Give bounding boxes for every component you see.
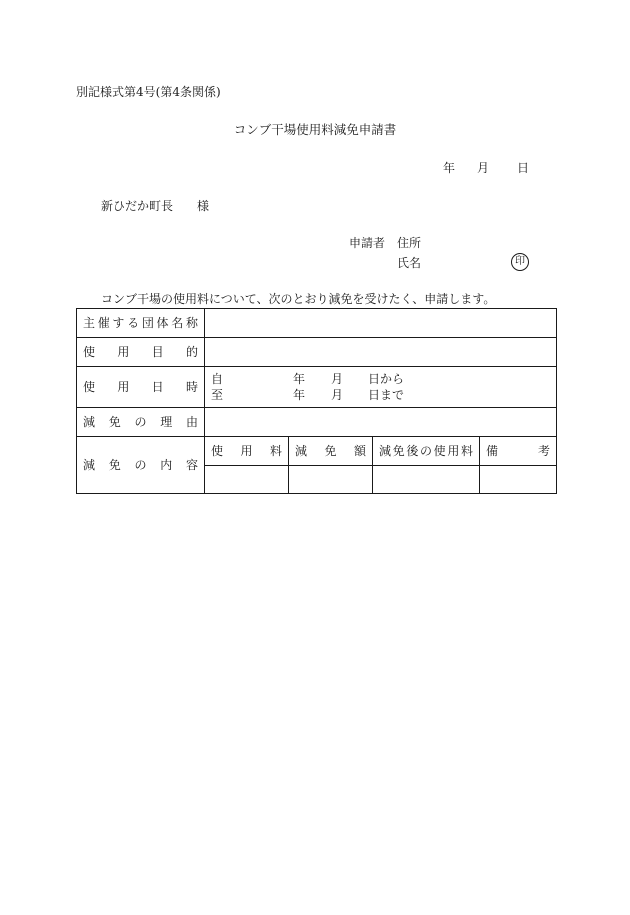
document-title: コンブ干場使用料減免申請書 (233, 122, 397, 137)
purpose-row (77, 338, 557, 367)
to-prefix: 至 (211, 388, 224, 402)
from-month-label: 月 (331, 372, 344, 386)
organizer-field[interactable] (205, 309, 557, 338)
name-label: 氏名 (397, 256, 422, 270)
content-label: 減免の内容 (77, 437, 205, 494)
from-prefix: 自 (211, 372, 224, 386)
period-from (211, 371, 550, 387)
intro-text: コンブ干場の使用料について、次のとおり減免を受けたく、申請します。 (101, 292, 496, 306)
to-day-label: 日まで (368, 388, 405, 402)
fee-after-reduction-field[interactable] (373, 466, 480, 494)
datetime-field[interactable] (205, 367, 557, 408)
application-form-table (76, 308, 557, 494)
date-year-label: 年 (443, 161, 456, 175)
purpose-field[interactable] (205, 338, 557, 367)
date-day-label: 日 (517, 161, 530, 175)
reduction-amount-header: 減免額 (289, 437, 373, 466)
fee-after-reduction-header: 減免後の使用料 (373, 437, 480, 466)
organizer-label: 主催する団体名称 (77, 309, 205, 338)
to-year-label: 年 (293, 388, 306, 402)
fee-header: 使用料 (205, 437, 289, 466)
reason-label: 減免の理由 (77, 408, 205, 437)
datetime-row (77, 367, 557, 408)
to-month-label: 月 (331, 388, 344, 402)
content-header-row (77, 437, 557, 466)
from-year-label: 年 (293, 372, 306, 386)
remarks-field[interactable] (480, 466, 557, 494)
reduction-amount-field[interactable] (289, 466, 373, 494)
date-line (443, 161, 529, 175)
remarks-header: 備考 (480, 437, 557, 466)
applicant-label: 申請者 (349, 236, 386, 250)
form-number: 別記様式第4号(第4条関係) (76, 85, 221, 99)
datetime-label: 使用日時 (77, 367, 205, 408)
reason-field[interactable] (205, 408, 557, 437)
address-label: 住所 (397, 236, 422, 250)
organizer-row (77, 309, 557, 338)
reason-row (77, 408, 557, 437)
from-day-label: 日から (368, 372, 405, 386)
date-month-label: 月 (477, 161, 490, 175)
purpose-label: 使用目的 (77, 338, 205, 367)
fee-field[interactable] (205, 466, 289, 494)
period-to (211, 387, 550, 403)
seal-mark-icon: 印 (511, 253, 529, 271)
addressee: 新ひだか町長 様 (101, 199, 210, 213)
